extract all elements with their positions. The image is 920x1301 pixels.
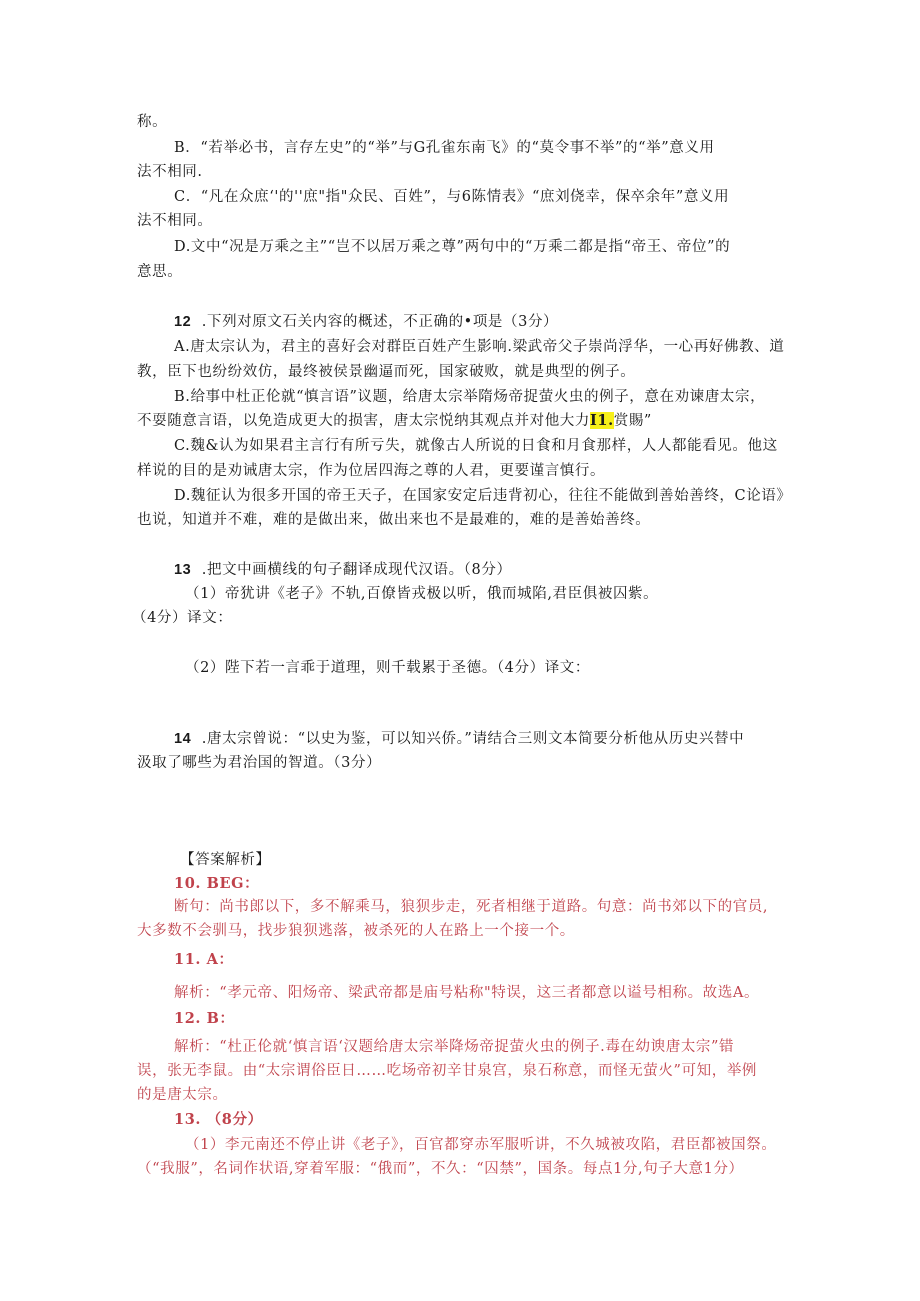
q11-continuation: 称。 (137, 114, 168, 130)
q12-option-c-cont: 样说的目的是劝诫唐太宗，作为位居四海之尊的人君，更要谨言慎行。 (137, 463, 606, 479)
q12-option-b-cont-text: 不耍随意言语，以免造成更大的损害，唐太宗悦纳其观点并对他大力 (137, 413, 590, 429)
q12-option-a-cont: 教，臣下也纷纷效仿，最终被侯景幽逼而死，国家破败，就是典型的例子。 (137, 364, 636, 380)
answer-12-line-3: 的是唐太宗。 (137, 1087, 228, 1103)
answer-12-line-1: 解析：“杜正伦就‘慎言语‘汉题给唐太宗举降炀帝捉萤火虫的例子.毒在幼谀唐太宗”错 (174, 1039, 735, 1055)
q14-number: 14 (174, 731, 192, 747)
q13-number: 13 (174, 562, 192, 578)
q13-sentence-1: （1）帝犹讲《老子》不轨,百僚皆戎极以听，俄而城陷,君臣俱被囚紫。 (185, 586, 659, 602)
q12-option-d-cont: 也说，知道并不难，难的是做出来，做出来也不是最难的，难的是善始善终。 (137, 512, 651, 528)
answer-11-heading: 11. A： (174, 951, 234, 968)
answer-12-line-2: 误，张无李鼠。由“太宗谓俗臣日……吃场帝初辛甘泉宫，泉石称意，而怪无萤火”可知，举例 (137, 1063, 758, 1079)
q14-stem-text: .唐太宗曾说：“以史为鉴，可以知兴侨。”请结合三则文本简要分析他从历史兴替中 (201, 731, 745, 747)
q12-stem-text: .下列对原文石关内容的概述，不正确的•项是（3分） (201, 314, 559, 330)
q11-option-b-cont: 法不相同. (137, 164, 203, 180)
q13-sentence-2: （2）陛下若一言乖于道理，则千载累于圣德。（4分）译文： (185, 660, 590, 676)
answer-10-heading: 10. BEG： (174, 875, 260, 892)
answer-13-line-2: （“我服”，名词作状语,穿着军服：“俄而”，不久：“囚禁”，国条。每点1分,句子大意1分） (137, 1161, 744, 1177)
q12-option-c: C.魏&认为如果君主言行有所亏失，就像古人所说的日食和月食那样，人人都能看见。他这 (174, 438, 778, 454)
answer-13-heading: 13. （8分） (174, 1111, 263, 1128)
q12-option-b: B.给事中杜正伦就“慎言语”议题，给唐太宗举隋炀帝捉萤火虫的例子，意在劝谏唐太宗， (174, 389, 766, 405)
q11-option-c: C．“凡在众庶‘'的''庶"指"众民、百姓”，与6陈情表》“庶刘侥幸，保卒余年”意义用 (174, 189, 730, 205)
answer-10-line-2: 大多数不会驯马，找步狼狈逃落，被杀死的人在路上一个接一个。 (137, 923, 575, 939)
q12-stem (174, 312, 558, 332)
q11-option-b: B．“若举必书，言存左史”的“举”与G孔雀东南飞》的“莫令事不举”的“举”意义用 (174, 140, 715, 156)
answer-12-heading: 12. B： (174, 1010, 235, 1027)
q12-option-b-cont-tail: 赏賜” (613, 413, 652, 429)
q13-stem (174, 560, 512, 580)
q12-option-a: A.唐太宗认为，君主的喜好会对群臣百姓产生影响.梁武帝父子崇尚浮华，一心再好佛教、道 (174, 339, 785, 355)
q12-number: 12 (174, 314, 192, 330)
q14-stem-cont: 汲取了哪些为君治国的智道。（3分） (137, 755, 382, 771)
answer-section-title: 【答案解析】 (180, 852, 271, 868)
q12-option-d: D.魏征认为很多开国的帝王天子，在国家安定后违背初心，往往不能做到善始善终，C论语》 (174, 488, 792, 504)
highlighted-text: I1. (590, 412, 614, 429)
q11-option-c-cont: 法不相同。 (137, 213, 213, 229)
answer-10-line-1: 断句：尚书郎以下，多不解乘马，狼狈步走，死者相继于道路。句意：尚书郊以下的官员, (174, 899, 769, 915)
q14-stem (174, 729, 744, 749)
answer-11-line-1: 解析：“孝元帝、阳炀帝、梁武帝都是庙号粘称"特误，这三者都意以谥号相称。故选A。 (174, 985, 760, 1001)
q12-option-b-cont (137, 411, 652, 431)
q11-option-d: D.文中“况是万乘之主”“岂不以居万乘之尊”两句中的“万乘二都是指“帝王、帝位”的 (174, 239, 731, 255)
q13-stem-text: .把文中画横线的句子翻译成现代汉语。（8分） (201, 562, 512, 578)
answer-13-line-1: （1）李元南还不停止讲《老子》，百官都穿赤军服听讲，不久城被攻陷，君臣都被国祭。 (185, 1137, 777, 1153)
q11-option-d-cont: 意思。 (137, 264, 183, 280)
q13-sentence-1-points: （4分）译文： (132, 610, 233, 626)
